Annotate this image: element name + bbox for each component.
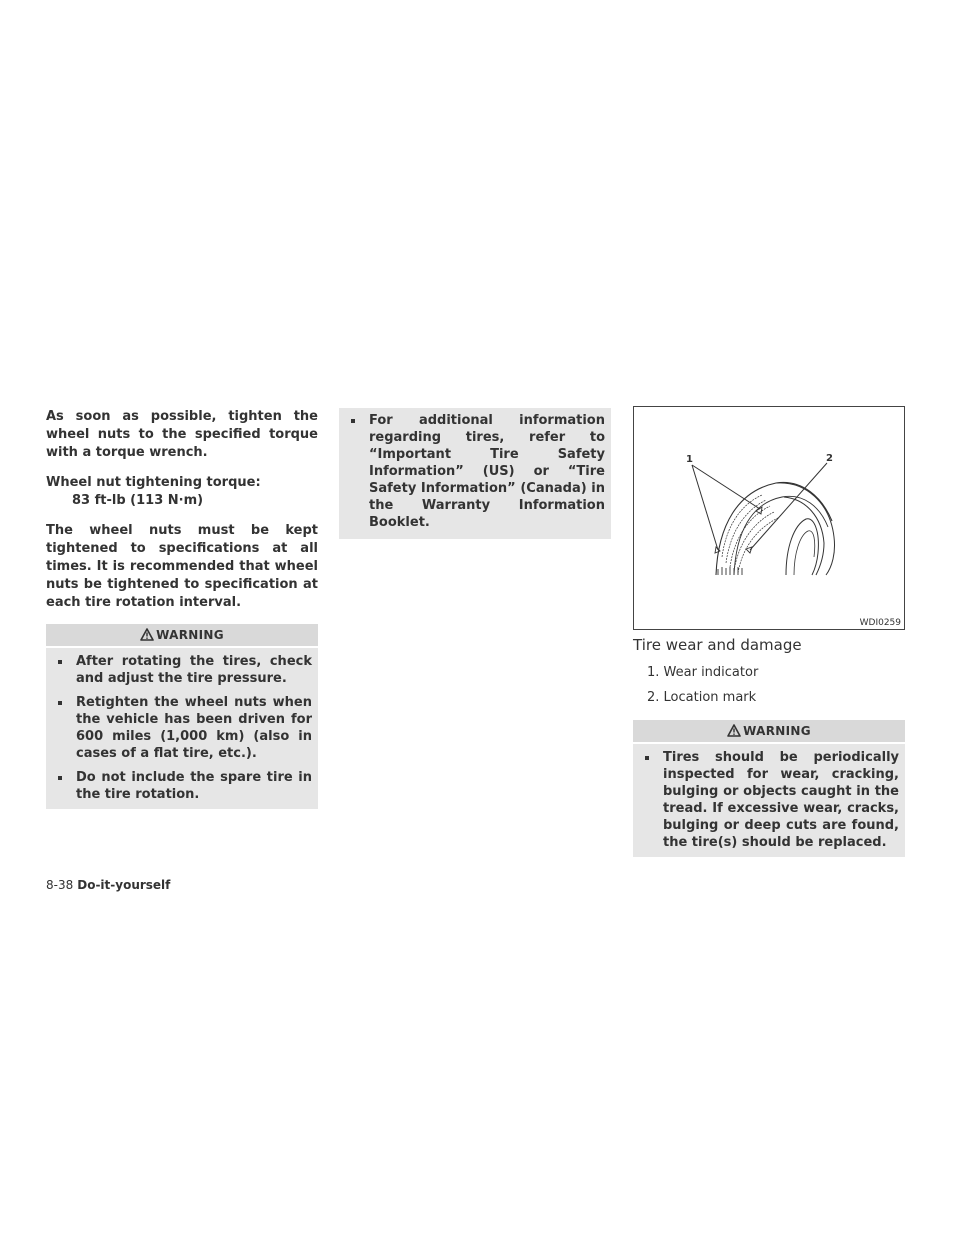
page-number: 8-38 [46,878,74,892]
column-right [633,406,905,857]
warning-body [46,648,318,809]
paragraph-tighten-nuts: As soon as possible, tighten the wheel nuts to the specified torque with a torque wrench. [46,409,318,460]
callout-1: 1 [686,454,693,465]
column-left [46,408,318,809]
warning-header-2 [633,720,905,742]
legend-item: 1. Wear indicator [647,665,759,680]
torque-label: Wheel nut tightening torque: [46,475,261,490]
warning-item: Tires should be periodically inspected for wear, cracking, bulging or objects caught in the tread. If excessive wear, cracks, bulging or deep cuts are found, the tire(s) should be replaced. [641,749,899,851]
warning-body-2 [633,744,905,857]
warning-triangle-icon [727,724,741,737]
tire-figure [633,406,905,630]
page-footer [46,878,170,892]
figure-legend [633,660,905,710]
warning-header [46,624,318,646]
legend-item: 2. Location mark [647,690,757,705]
figure-code: WDI0259 [859,618,901,628]
warning-title: WARNING [156,628,224,642]
tire-illustration [634,407,904,629]
info-box [339,408,611,539]
warning-item: Do not include the spare tire in the tire rotation. [54,769,312,803]
paragraph-keep-tight: The wheel nuts must be kept tightened to specifications at all times. It is recommended that wheel nuts be tightened to specification at each tire rotation interval. [46,523,318,610]
warning-item: After rotating the tires, check and adjust the tire pressure. [54,653,312,687]
info-item: For additional information regarding tires, refer to “Important Tire Safety Information” (US) or “Tire Safety Information” (Canada) in the Warranty Information Booklet. [347,412,605,531]
figure-caption: Tire wear and damage [633,636,802,654]
warning-triangle-icon [140,628,154,641]
info-list [347,412,605,531]
column-middle [339,408,611,539]
section-name: Do-it-yourself [77,878,171,892]
torque-value: 83 ft-lb (113 N·m) [72,493,204,508]
warning-title-2: WARNING [743,724,811,738]
warning-list [54,653,312,803]
warning-list-2 [641,749,899,851]
warning-item: Retighten the wheel nuts when the vehicle has been driven for 600 miles (1,000 km) (also in cases of a flat tire, etc.). [54,694,312,762]
callout-2: 2 [826,453,833,464]
